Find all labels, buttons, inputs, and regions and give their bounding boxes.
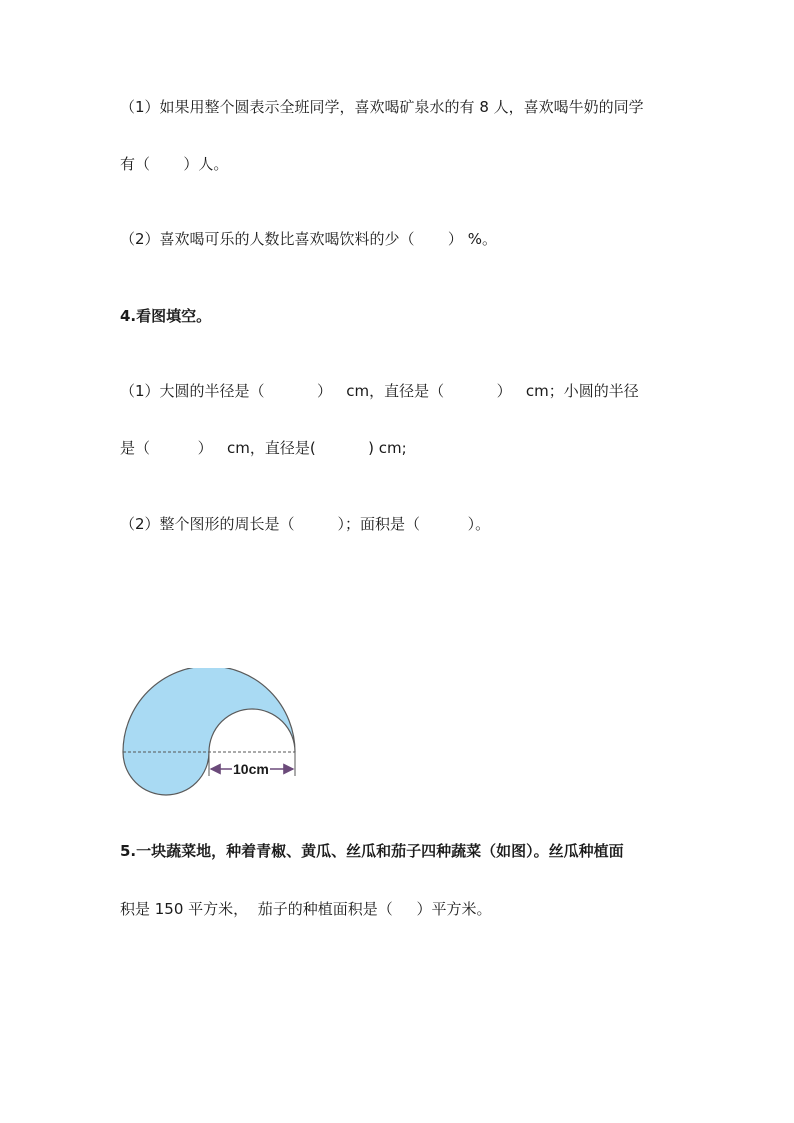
q4-title: 4.看图填空。 [120,307,212,325]
q3-part1-line2: 有（ ）人。 [120,155,229,173]
dimension-label: 10cm [233,761,269,777]
q3-part1-line1: （1）如果用整个圆表示全班同学，喜欢喝矿泉水的有 8 人，喜欢喝牛奶的同学 [120,98,644,116]
q5-line1: 5.一块蔬菜地，种着青椒、黄瓜、丝瓜和茄子四种蔬菜（如图）。丝瓜种植面 [120,842,624,860]
q4-part1-line2: 是（ ） cm，直径是( ) cm; [120,439,407,457]
circle-figure-svg [118,668,308,803]
q4-part2: （2）整个图形的周长是（ ）；面积是（ ）。 [120,515,491,533]
circle-figure [118,668,308,803]
q5-line2: 积是 150 平方米， 茄子的种植面积是（ ）平方米。 [120,900,492,918]
q4-part1-line1: （1）大圆的半径是（ ） cm，直径是（ ） cm；小圆的半径 [120,382,639,400]
q3-part2: （2）喜欢喝可乐的人数比喜欢喝饮料的少（ ） %。 [120,230,497,248]
